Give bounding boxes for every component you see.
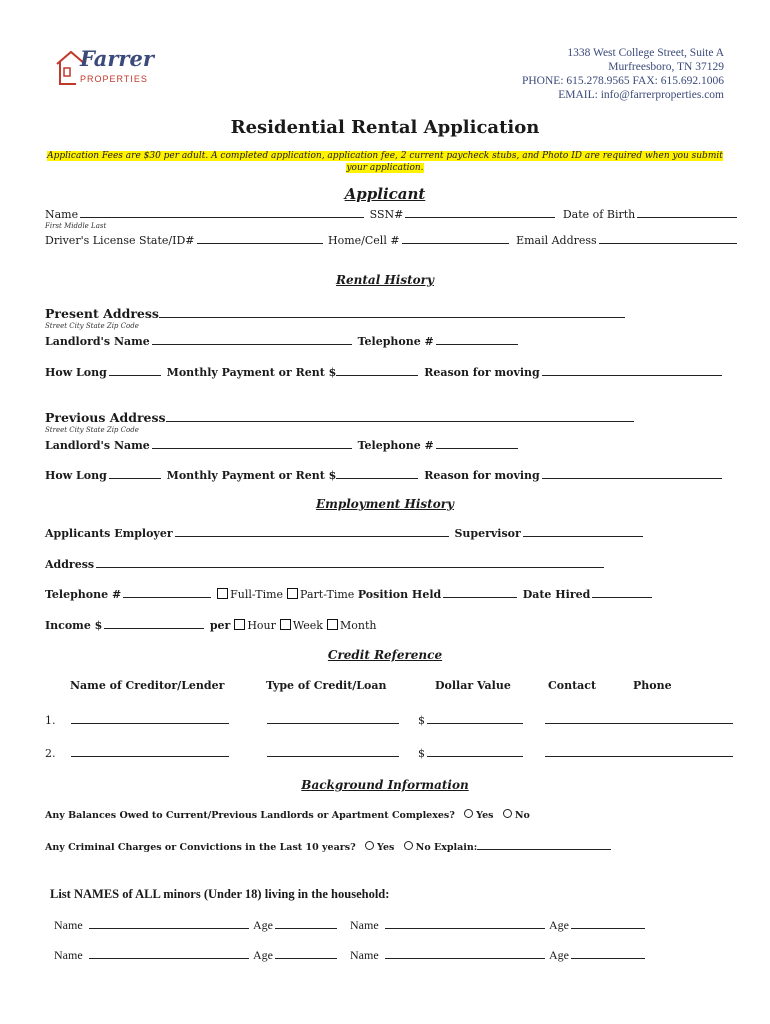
ssn-label: SSN# bbox=[369, 208, 404, 221]
credit-reference-heading: Credit Reference bbox=[327, 648, 443, 662]
previous-landlord-label: Landlord's Name bbox=[45, 439, 150, 452]
previous-duration-row bbox=[45, 467, 724, 482]
previous-address-label: Previous Address bbox=[45, 410, 166, 425]
hour-checkbox[interactable] bbox=[234, 619, 245, 630]
name-hint: First Middle Last bbox=[45, 222, 107, 230]
q2-explain-field[interactable] bbox=[477, 840, 611, 850]
q1-no-radio[interactable] bbox=[503, 809, 512, 818]
part-time-checkbox[interactable] bbox=[287, 588, 298, 599]
credit-row-2-creditor-field[interactable] bbox=[71, 745, 229, 757]
q2-yes-label: Yes bbox=[376, 842, 395, 853]
q2-yes-radio[interactable] bbox=[365, 841, 374, 850]
previous-telephone-label: Telephone # bbox=[357, 439, 434, 452]
employment-telephone-label: Telephone # bbox=[45, 588, 122, 601]
minor-3-name-label: Name bbox=[54, 948, 83, 962]
minor-3-name-field[interactable] bbox=[89, 947, 249, 959]
present-duration-row bbox=[45, 364, 724, 379]
supervisor-field[interactable] bbox=[523, 525, 643, 537]
credit-row-1 bbox=[45, 712, 735, 727]
email-label: Email Address bbox=[516, 234, 597, 247]
email-field[interactable] bbox=[599, 232, 737, 244]
credit-row-1-contact-field[interactable] bbox=[545, 712, 733, 724]
week-checkbox[interactable] bbox=[280, 619, 291, 630]
contact-phone-line: PHONE: 615.278.9565 FAX: 615.692.1006 bbox=[521, 75, 724, 87]
credit-row-2-type-field[interactable] bbox=[267, 745, 399, 757]
minor-4-name-label: Name bbox=[350, 948, 379, 962]
contact-block bbox=[522, 46, 724, 102]
dl-label: Driver's License State/ID# bbox=[45, 234, 195, 247]
credit-col-phone: Phone bbox=[633, 679, 672, 692]
credit-row-2-contact-field[interactable] bbox=[545, 745, 733, 757]
employer-address-row bbox=[45, 556, 606, 571]
previous-landlord-row bbox=[45, 437, 520, 452]
name-label: Name bbox=[45, 208, 79, 221]
minor-2-name-label: Name bbox=[350, 918, 379, 932]
employment-history-heading: Employment History bbox=[315, 497, 455, 511]
minor-3-age-field[interactable] bbox=[275, 947, 337, 959]
minor-1-name-field[interactable] bbox=[89, 917, 249, 929]
q2-no-explain-label: No Explain: bbox=[415, 842, 478, 853]
previous-landlord-field[interactable] bbox=[152, 437, 352, 449]
employment-telephone-field[interactable] bbox=[123, 586, 211, 598]
home-phone-field[interactable] bbox=[402, 232, 509, 244]
minor-row-2 bbox=[54, 947, 647, 963]
home-phone-label: Home/Cell # bbox=[328, 234, 400, 247]
credit-col-dollar: Dollar Value bbox=[435, 679, 511, 692]
applicant-dl-row bbox=[45, 232, 739, 247]
minor-2-age-label: Age bbox=[549, 918, 569, 932]
minor-2-name-field[interactable] bbox=[385, 917, 545, 929]
per-label: per bbox=[209, 619, 231, 632]
minor-1-name-label: Name bbox=[54, 918, 83, 932]
income-row bbox=[45, 617, 376, 632]
full-time-label: Full-Time bbox=[230, 588, 284, 601]
supervisor-label: Supervisor bbox=[454, 527, 521, 540]
week-label: Week bbox=[292, 619, 323, 632]
credit-row-2-dollar-sign: $ bbox=[418, 747, 425, 760]
background-q2-row bbox=[45, 840, 613, 853]
month-label: Month bbox=[339, 619, 377, 632]
q2-no-radio[interactable] bbox=[404, 841, 413, 850]
employer-label: Applicants Employer bbox=[45, 527, 173, 540]
credit-row-1-number: 1. bbox=[45, 714, 56, 727]
employer-address-label: Address bbox=[45, 558, 95, 571]
credit-col-creditor: Name of Creditor/Lender bbox=[70, 679, 225, 692]
minor-4-age-field[interactable] bbox=[571, 947, 645, 959]
minor-4-age-label: Age bbox=[549, 948, 569, 962]
contact-address-line: 1338 West College Street, Suite A bbox=[567, 47, 724, 59]
present-telephone-label: Telephone # bbox=[357, 335, 434, 348]
present-monthly-field[interactable] bbox=[336, 364, 418, 376]
previous-monthly-field[interactable] bbox=[336, 467, 418, 479]
position-held-label: Position Held bbox=[357, 588, 442, 601]
contact-email-line: EMAIL: info@farrerproperties.com bbox=[558, 89, 724, 101]
present-telephone-field[interactable] bbox=[436, 333, 518, 345]
q1-yes-label: Yes bbox=[476, 810, 494, 821]
minor-3-age-label: Age bbox=[253, 948, 273, 962]
previous-reason-label: Reason for moving bbox=[424, 469, 540, 482]
date-hired-field[interactable] bbox=[592, 586, 652, 598]
credit-col-contact: Contact bbox=[548, 679, 597, 692]
present-address-label: Present Address bbox=[45, 306, 159, 321]
minor-2-age-field[interactable] bbox=[571, 917, 645, 929]
company-logo bbox=[52, 46, 162, 92]
applicant-heading: Applicant bbox=[344, 185, 426, 203]
background-heading: Background Information bbox=[301, 778, 469, 792]
q1-no-label: No bbox=[514, 810, 530, 821]
present-landlord-label: Landlord's Name bbox=[45, 335, 150, 348]
credit-row-2-number: 2. bbox=[45, 747, 56, 760]
ssn-field[interactable] bbox=[405, 206, 555, 218]
dob-field[interactable] bbox=[637, 206, 737, 218]
page-title: Residential Rental Application bbox=[230, 117, 540, 138]
minors-heading: List NAMES of ALL minors (Under 18) living in the household: bbox=[50, 887, 390, 901]
present-address-hint: Street City State Zip Code bbox=[45, 322, 139, 330]
present-how-long-field[interactable] bbox=[109, 364, 161, 376]
credit-row-1-type-field[interactable] bbox=[267, 712, 399, 724]
position-held-field[interactable] bbox=[443, 586, 517, 598]
hour-label: Hour bbox=[247, 619, 276, 632]
date-hired-label: Date Hired bbox=[522, 588, 591, 601]
present-reason-field[interactable] bbox=[542, 364, 722, 376]
income-label: Income $ bbox=[45, 619, 103, 632]
applicant-name-row bbox=[45, 206, 739, 221]
employer-address-field[interactable] bbox=[96, 556, 604, 568]
present-landlord-field[interactable] bbox=[152, 333, 352, 345]
name-field[interactable] bbox=[80, 206, 364, 218]
credit-col-type: Type of Credit/Loan bbox=[266, 679, 387, 692]
dob-label: Date of Birth bbox=[562, 208, 636, 221]
present-landlord-row bbox=[45, 333, 520, 348]
present-reason-label: Reason for moving bbox=[424, 366, 540, 379]
fee-notice bbox=[45, 150, 725, 174]
previous-reason-field[interactable] bbox=[542, 467, 722, 479]
minor-1-age-label: Age bbox=[253, 918, 273, 932]
present-address-field[interactable] bbox=[159, 306, 625, 318]
logo-name: Farrer bbox=[80, 46, 154, 71]
previous-how-long-field[interactable] bbox=[109, 467, 161, 479]
credit-row-1-creditor-field[interactable] bbox=[71, 712, 229, 724]
logo-subtitle: PROPERTIES bbox=[80, 74, 148, 84]
q1-yes-radio[interactable] bbox=[464, 809, 473, 818]
minor-4-name-field[interactable] bbox=[385, 947, 545, 959]
previous-address-row bbox=[45, 410, 636, 425]
previous-address-hint: Street City State Zip Code bbox=[45, 426, 139, 434]
background-q2-text: Any Criminal Charges or Convictions in the Last 10 years? bbox=[45, 842, 356, 853]
fee-notice-line2: your application. bbox=[346, 163, 424, 173]
income-field[interactable] bbox=[104, 617, 204, 629]
rental-history-heading: Rental History bbox=[336, 273, 434, 287]
part-time-label: Part-Time bbox=[300, 588, 355, 601]
present-address-row bbox=[45, 306, 627, 321]
previous-monthly-label: Monthly Payment or Rent $ bbox=[166, 469, 337, 482]
credit-row-1-dollar-sign: $ bbox=[418, 714, 425, 727]
contact-city-line: Murfreesboro, TN 37129 bbox=[608, 61, 724, 73]
fee-notice-line1: Application Fees are $30 per adult. A completed application, application fee, 2 current paycheck stubs, and Photo ID are required when you submit bbox=[47, 151, 723, 161]
background-q1-text: Any Balances Owed to Current/Previous Landlords or Apartment Complexes? bbox=[45, 810, 455, 821]
previous-telephone-field[interactable] bbox=[436, 437, 518, 449]
present-how-long-label: How Long bbox=[45, 366, 107, 379]
present-monthly-label: Monthly Payment or Rent $ bbox=[166, 366, 337, 379]
month-checkbox[interactable] bbox=[327, 619, 338, 630]
employer-field[interactable] bbox=[175, 525, 449, 537]
minor-1-age-field[interactable] bbox=[275, 917, 337, 929]
employer-row bbox=[45, 525, 645, 540]
credit-row-2 bbox=[45, 745, 735, 760]
previous-how-long-label: How Long bbox=[45, 469, 107, 482]
dl-field[interactable] bbox=[197, 232, 323, 244]
minor-row-1 bbox=[54, 917, 647, 933]
credit-row-1-dollar-field[interactable] bbox=[427, 712, 523, 724]
credit-row-2-dollar-field[interactable] bbox=[427, 745, 523, 757]
background-q1-row bbox=[45, 809, 530, 821]
full-time-checkbox[interactable] bbox=[217, 588, 228, 599]
employment-telephone-row bbox=[45, 586, 654, 601]
previous-address-field[interactable] bbox=[166, 410, 634, 422]
